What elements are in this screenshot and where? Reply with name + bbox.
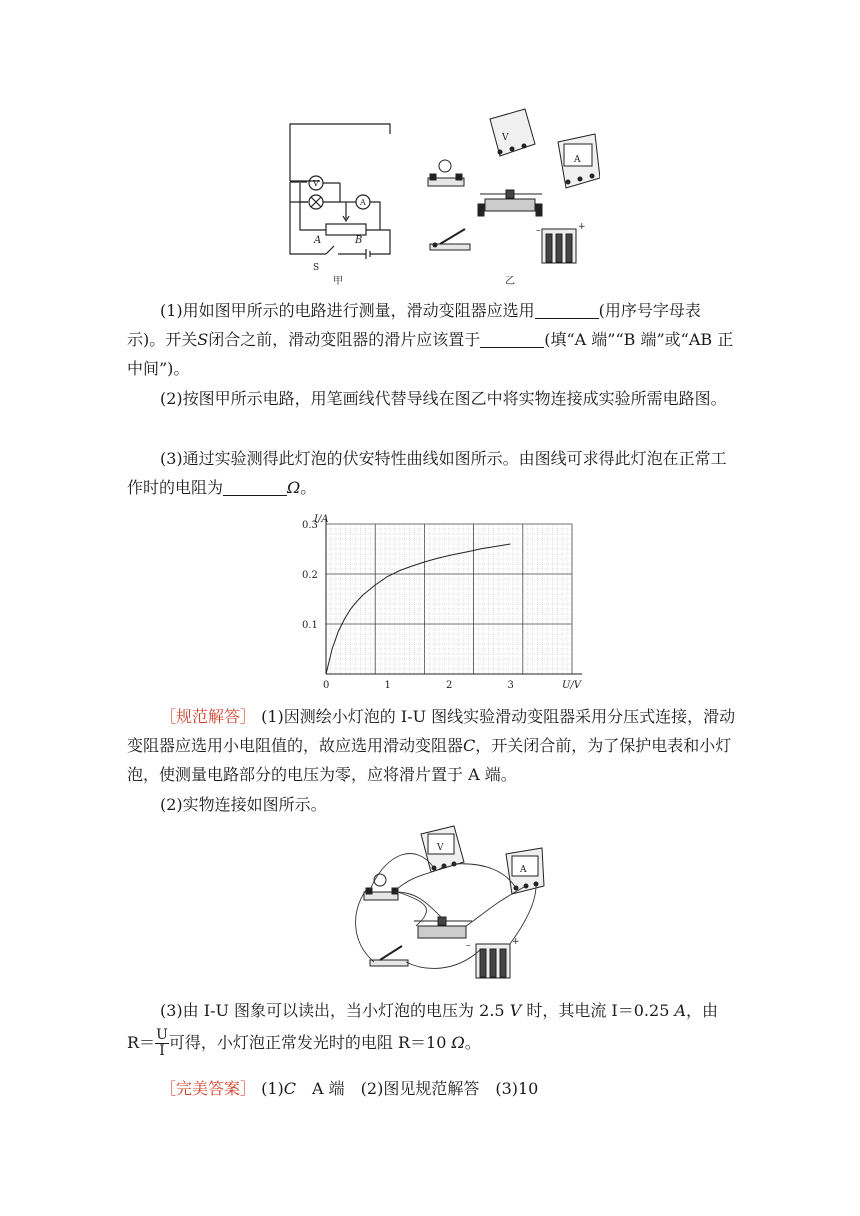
x-tick-label: 2 — [446, 680, 453, 691]
ammeter-device — [506, 848, 544, 894]
ammeter-label: A — [360, 198, 366, 207]
rheostat-device — [414, 917, 472, 938]
circuit-diagram-jia — [290, 124, 390, 259]
x-tick-label: 1 — [384, 680, 391, 691]
y-tick-label: 0.3 — [302, 520, 318, 531]
rheostat-device — [478, 190, 542, 216]
x-axis-label: U/V — [562, 680, 582, 691]
ohm-law-fraction: $\frac{U}{I}$ — [156, 1027, 168, 1059]
solution-part-2: (2)实物连接如图所示。 — [160, 795, 327, 814]
question-1: (1)用如图甲所示的电路进行测量，滑动变阻器应选用 (用序号字母表示)。开关S闭合之前，滑动变阻器的滑片应该置于 (填“A 端”“B 端”或“AB 正中间”)。 — [127, 301, 734, 378]
battery-device — [466, 937, 520, 978]
svg-text:A: A — [574, 155, 581, 165]
rheostat-end-b-label: B — [355, 235, 363, 246]
svg-text:–: – — [466, 941, 471, 951]
answer-blank-1 — [535, 302, 599, 319]
solution-tag: ［规范解答］ — [160, 707, 257, 726]
voltmeter-label: V — [313, 179, 319, 188]
solution-formula-line: R＝ $\frac{U}{I}$ 可得，小灯泡正常发光时的电阻 R＝10 Ω。 — [127, 1027, 481, 1059]
answer-blank-2 — [480, 331, 544, 348]
y-axis-label: I/A — [314, 514, 329, 525]
figure-jia-caption: 甲 — [333, 276, 343, 287]
ammeter-device — [558, 134, 600, 188]
iu-curve-chart — [296, 506, 596, 694]
voltmeter-device — [421, 826, 464, 872]
y-tick-label: 0.2 — [302, 570, 318, 581]
svg-text:V: V — [437, 843, 444, 853]
apparatus-yi — [428, 104, 600, 263]
rheostat-end-a-label: A — [314, 235, 322, 246]
switch-device — [430, 229, 470, 250]
circuit-figure — [280, 104, 600, 290]
solution-part-3: (3)由 I-U 图象可以读出，当小灯泡的电压为 2.5 V 时，其电流 I＝0.25 A，由 — [160, 1001, 719, 1020]
answer-tag: ［完美答案］ — [160, 1079, 257, 1098]
svg-text:+: + — [512, 937, 520, 947]
x-tick-label: 0 — [323, 680, 330, 691]
lamp-device — [428, 160, 464, 186]
question-2: (2)按图甲所示电路，用笔画线代替导线在图乙中将实物连接成实验所需电路图。 — [160, 389, 727, 408]
x-tick-label: 3 — [507, 680, 514, 691]
battery-device — [536, 222, 586, 263]
svg-text:V: V — [502, 133, 509, 143]
lamp-device — [364, 874, 398, 900]
final-answer: ［完美答案］ (1)C A 端 (2)图见规范解答 (3)10 — [160, 1079, 539, 1098]
y-tick-label: 0.1 — [302, 620, 318, 631]
wiring-figure — [346, 822, 546, 982]
figure-yi-caption: 乙 — [505, 276, 515, 287]
svg-text:A: A — [520, 865, 527, 875]
question-3: (3)通过实验测得此灯泡的伏安特性曲线如图所示。由图线可求得此灯泡在正常工作时的电阻为 Ω。 — [127, 449, 727, 497]
answer-blank-3 — [223, 479, 287, 496]
voltmeter-device — [490, 104, 535, 156]
svg-text:–: – — [536, 226, 541, 236]
solution-part-1: ［规范解答］ (1)因测绘小灯泡的 I-U 图线实验滑动变阻器采用分压式连接，滑动变阻器应选用小电阻值的，故应选用滑动变阻器C，开关闭合前，为了保护电表和小灯泡，使测量电路部分的电压为零，应将滑片置于 A 端。 — [127, 707, 736, 784]
svg-text:+: + — [578, 222, 586, 232]
switch-label: S — [313, 263, 320, 273]
rheostat-symbol — [326, 224, 366, 235]
switch-device — [370, 946, 408, 966]
